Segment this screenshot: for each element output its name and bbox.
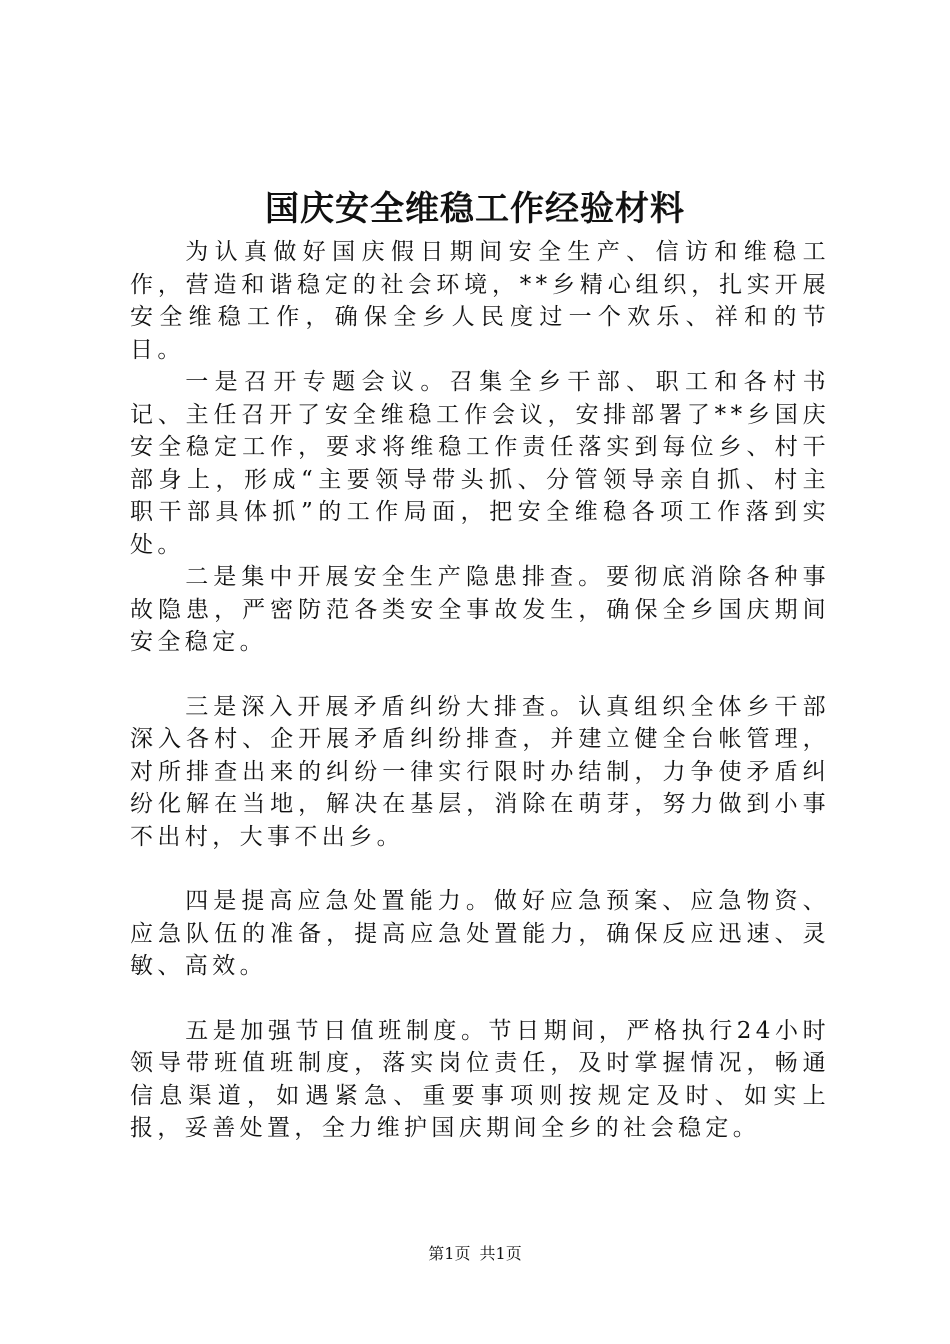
paragraph-duty-system: 五是加强节日值班制度。节日期间，严格执行24小时领导带班值班制度，落实岗位责任，及时掌握情况，畅通信息渠道，如遇紧急、重要事项则按规定及时、如实上报，妥善处置，全力维护国庆期间全乡的社会稳定。 bbox=[130, 1017, 830, 1141]
page-footer bbox=[0, 1243, 950, 1265]
intro-paragraph: 为认真做好国庆假日期间安全生产、信访和维稳工作，营造和谐稳定的社会环境，**乡精心组织，扎实开展安全维稳工作，确保全乡人民度过一个欢乐、祥和的节日。 bbox=[130, 239, 830, 363]
document-body bbox=[130, 236, 830, 1145]
paragraph-meeting: 一是召开专题会议。召集全乡干部、职工和各村书记、主任召开了安全维稳工作会议，安排部署了**乡国庆安全稳定工作，要求将维稳工作责任落实到每位乡、村干部身上，形成“主要领导带头抓、分管领导亲自抓、村主职干部具体抓”的工作局面，把安全维稳各项工作落到实处。 bbox=[130, 369, 830, 558]
page-number: 第1页 bbox=[428, 1244, 471, 1263]
paragraph-emergency-response: 四是提高应急处置能力。做好应急预案、应急物资、应急队伍的准备，提高应急处置能力，确保反应迅速、灵敏、高效。 bbox=[130, 888, 830, 979]
page-total: 共1页 bbox=[479, 1244, 522, 1263]
paragraph-dispute-resolution: 三是深入开展矛盾纠纷大排查。认真组织全体乡干部深入各村、企开展矛盾纠纷排查，并建立健全台帐管理，对所排查出来的纠纷一律实行限时办结制，力争使矛盾纠纷化解在当地，解决在基层，消除在萌芽，努力做到小事不出村，大事不出乡。 bbox=[130, 693, 830, 850]
paragraph-safety-inspection: 二是集中开展安全生产隐患排查。要彻底消除各种事故隐患，严密防范各类安全事故发生，确保全乡国庆期间安全稳定。 bbox=[130, 564, 830, 655]
document-title: 国庆安全维稳工作经验材料 bbox=[265, 189, 685, 229]
